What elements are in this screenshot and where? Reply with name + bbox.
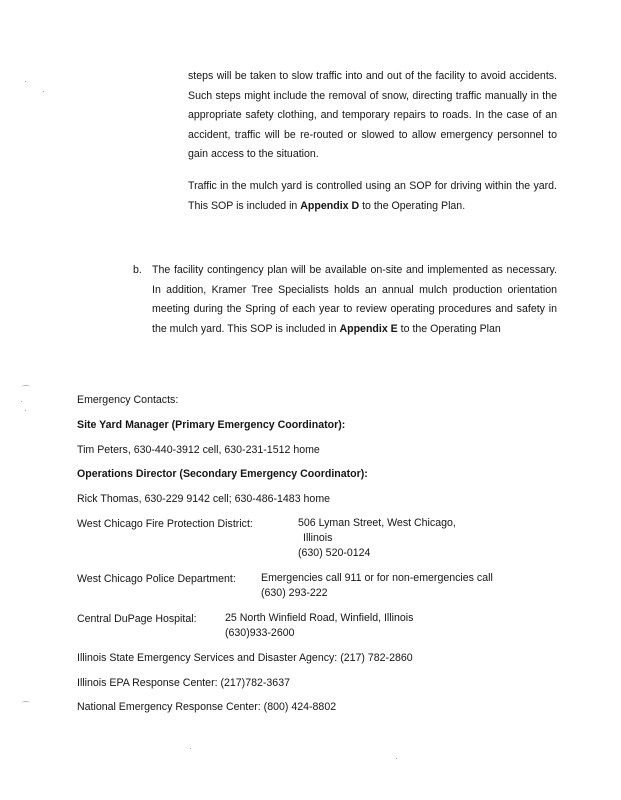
national-response-contact: National Emergency Response Center: (800) 424-8802 — [77, 701, 337, 713]
appendix-e-ref: Appendix E — [339, 322, 398, 335]
fire-district-address-line1: 506 Lyman Street, West Chicago, — [298, 517, 456, 529]
contingency-text-end: to the Operating Plan — [397, 322, 501, 335]
scan-speck: · — [395, 754, 398, 763]
appendix-d-ref: Appendix D — [300, 199, 360, 212]
fire-district-address-line2: Illinois — [303, 532, 333, 544]
secondary-coordinator-title: Operations Director (Secondary Emergency Coordinator): — [77, 468, 368, 480]
fire-district-name: West Chicago Fire Protection District: — [77, 518, 253, 530]
police-department-line1: Emergencies call 911 or for non-emergencies call — [261, 572, 493, 584]
traffic-safety-paragraph: steps will be taken to slow traffic into and out of the facility to avoid accidents. Such steps might include the removal of snow, directing traffic manually in the appropriate safety clothing, and temporary repairs to roads. In the case of an accident, traffic will be re-routed or slowed to allow emergency personnel to gain access to the situation. — [188, 70, 557, 160]
mulch-yard-text-end: to the Operating Plan. — [359, 199, 466, 212]
hospital-address: 25 North Winfield Road, Winfield, Illinois — [225, 612, 414, 624]
contingency-text: The facility contingency plan will be available on-site and implemented as necessary. In addition, Kramer Tree Specialists holds an annual mulch production orientation meeting during the Spring of each year to review operating procedures and safety in the mulch yard. This SOP is included in — [152, 264, 557, 335]
list-item-b-label: b. — [133, 264, 142, 276]
epa-contact: Illinois EPA Response Center: (217)782-3637 — [77, 677, 290, 689]
primary-coordinator-title: Site Yard Manager (Primary Emergency Coordinator): — [77, 419, 346, 431]
contingency-plan-paragraph — [152, 261, 557, 339]
mulch-yard-paragraph — [188, 177, 557, 216]
scan-speck: ˋ — [24, 409, 27, 418]
police-department-name: West Chicago Police Department: — [77, 573, 236, 585]
secondary-coordinator-info: Rick Thomas, 630-229 9142 cell; 630-486-1483 home — [77, 493, 331, 505]
police-department-phone: (630) 293-222 — [261, 587, 328, 599]
scan-speck: · — [24, 77, 27, 86]
scan-speck: ⌒ — [22, 701, 30, 710]
scan-speck: · — [42, 87, 45, 96]
hospital-phone: (630)933-2600 — [225, 627, 295, 639]
primary-coordinator-info: Tim Peters, 630-440-3912 cell, 630-231-1512 home — [77, 444, 320, 456]
hospital-name: Central DuPage Hospital: — [77, 613, 197, 625]
mulch-yard-text: Traffic in the mulch yard is controlled using an SOP for driving within the yard. This SOP is included in — [188, 180, 557, 212]
iema-contact: Illinois State Emergency Services and Disaster Agency: (217) 782-2860 — [77, 652, 413, 664]
scan-speck: · — [20, 397, 23, 406]
fire-district-phone: (630) 520-0124 — [298, 547, 371, 559]
scan-speck: · — [189, 744, 192, 753]
emergency-contacts-heading: Emergency Contacts: — [77, 394, 179, 406]
scan-speck: ⌒ — [22, 385, 30, 394]
